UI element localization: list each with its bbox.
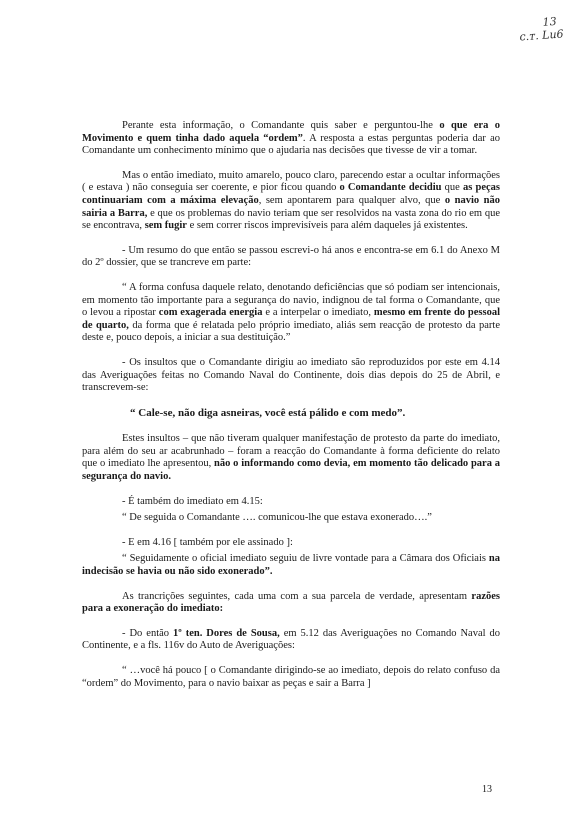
paragraph [82,537,500,550]
text-run: - E em 4.16 [ também por ele assinado ]: [122,536,293,548]
paragraph [82,357,500,395]
bold-text: na indecisão se havia ou não sido exonerado”. [82,553,500,578]
bold-text: o navio não sairia a Barra, [82,194,500,219]
text-run: “ Seguidamente o oficial imediato seguiu de livre vontade para a Câmara dos Oficiais [122,553,489,565]
handwritten-annotation [518,14,564,43]
page-number: 13 [482,784,492,795]
text-run: . A resposta a estas perguntas poderia dar ao Comandante um conhecimento mínimo que o ajudaria nas decisões que tivesse de vir a tomar. [82,132,500,157]
bold-text: não o informando como devia, em momento tão delicado para a segurança do navio. [82,458,501,483]
paragraph [82,665,500,690]
quoted-insult: “ Cale-se, não diga asneiras, você está pálido e com medo”. [130,406,406,419]
bold-text: o Comandante decidiu [339,182,442,194]
text-run: Mas o então imediato, muito amarelo, pouco claro, parecendo estar a ocultar informações ( e estava ) não conseguia ser coerente, e pior ficou quando [82,169,500,194]
bold-text: as peças continuariam com a máxima elevação [82,182,500,206]
bold-text: com exagerada energia [158,307,263,319]
text-run: “ A forma confusa daquele relato, denotando deficiências que só podiam ser intencionais, em momento tão importante para a segurança do navio, indignou de tal forma o Comandante, que o levou a ripostar [82,281,500,319]
paragraph [82,433,500,483]
text-run: - É também do imediato em 4.15: [122,495,263,507]
paragraph [82,282,500,345]
handwritten-number: 13 [542,14,557,29]
handwritten-initials: ᴄ.ᴛ. Lu6 [518,27,564,44]
paragraph [82,628,500,653]
text-run: Perante esta informação, o Comandante quis saber e perguntou-lhe [122,120,440,131]
document-body [82,120,500,702]
bold-text: mesmo em frente do pessoal de quarto, [82,307,501,331]
text-run: , sem apontarem para qualquer alvo, que [258,194,445,206]
text-run: “ …você há pouco [ o Comandante dirigindo-se ao imediato, depois do relato confuso da “ordem” do Movimento, para o navio baixar as peças e sair a Barra ] [82,665,500,689]
paragraph [82,512,500,525]
text-run: Estes insultos – que não tiveram qualquer manifestação de protesto da parte do imediato, para além do seu ar acabrunhado – foram a reacção do Comandante à forma deficiente do relato que o imediato lhe apresentou, [82,433,500,470]
text-run: “ De seguida o Comandante …. comunicou-lhe que estava exonerado….” [122,512,432,524]
text-run: As trancrições seguintes, cada uma com a sua parcela de verdade, apresentam [122,590,472,602]
text-run: da forma que é relatada pelo próprio imediato, aliás sem reacção de protesto da parte deste e, pouco depois, a iniciar a sua destituição.” [82,319,500,344]
paragraph [82,591,500,616]
bold-text: 1º ten. Dores de Sousa, [173,627,280,639]
text-run: - Um resumo do que então se passou escrevi-o há anos e encontra-se em 6.1 do Anexo M do 2º dossier, que se trancreve em parte: [82,244,500,269]
text-run: em 5.12 das Averiguações no Comando Naval do Continente, e a fls. 116v do Auto de Averiguações: [82,627,501,652]
paragraph [82,120,500,158]
text-run: - Do então [122,627,174,639]
paragraph [82,170,500,233]
text-run: e a interpelar o imediato, [262,307,374,319]
paragraph [82,553,500,578]
text-run: e que os problemas do navio teriam que ser resolvidos na vasta zona do rio em que se encontrava, [82,207,500,232]
text-run: que [441,182,463,194]
text-run: - Os insultos que o Comandante dirigiu ao imediato são reproduzidos por este em 4.14 das Averiguações feitas no Comando Naval do Continente, dois dias depois do 25 de Abril, e transcrevem-se: [82,356,500,394]
bold-text: sem fugir [144,220,187,232]
paragraph [82,245,500,270]
text-run: e sem correr riscos imprevisíveis para além daqueles já existentes. [186,220,468,232]
bold-text: razões para a exoneração do imediato: [82,590,500,615]
paragraph [82,496,500,509]
bold-text: o que era o Movimento e quem tinha dado aquela “ordem” [82,120,500,144]
